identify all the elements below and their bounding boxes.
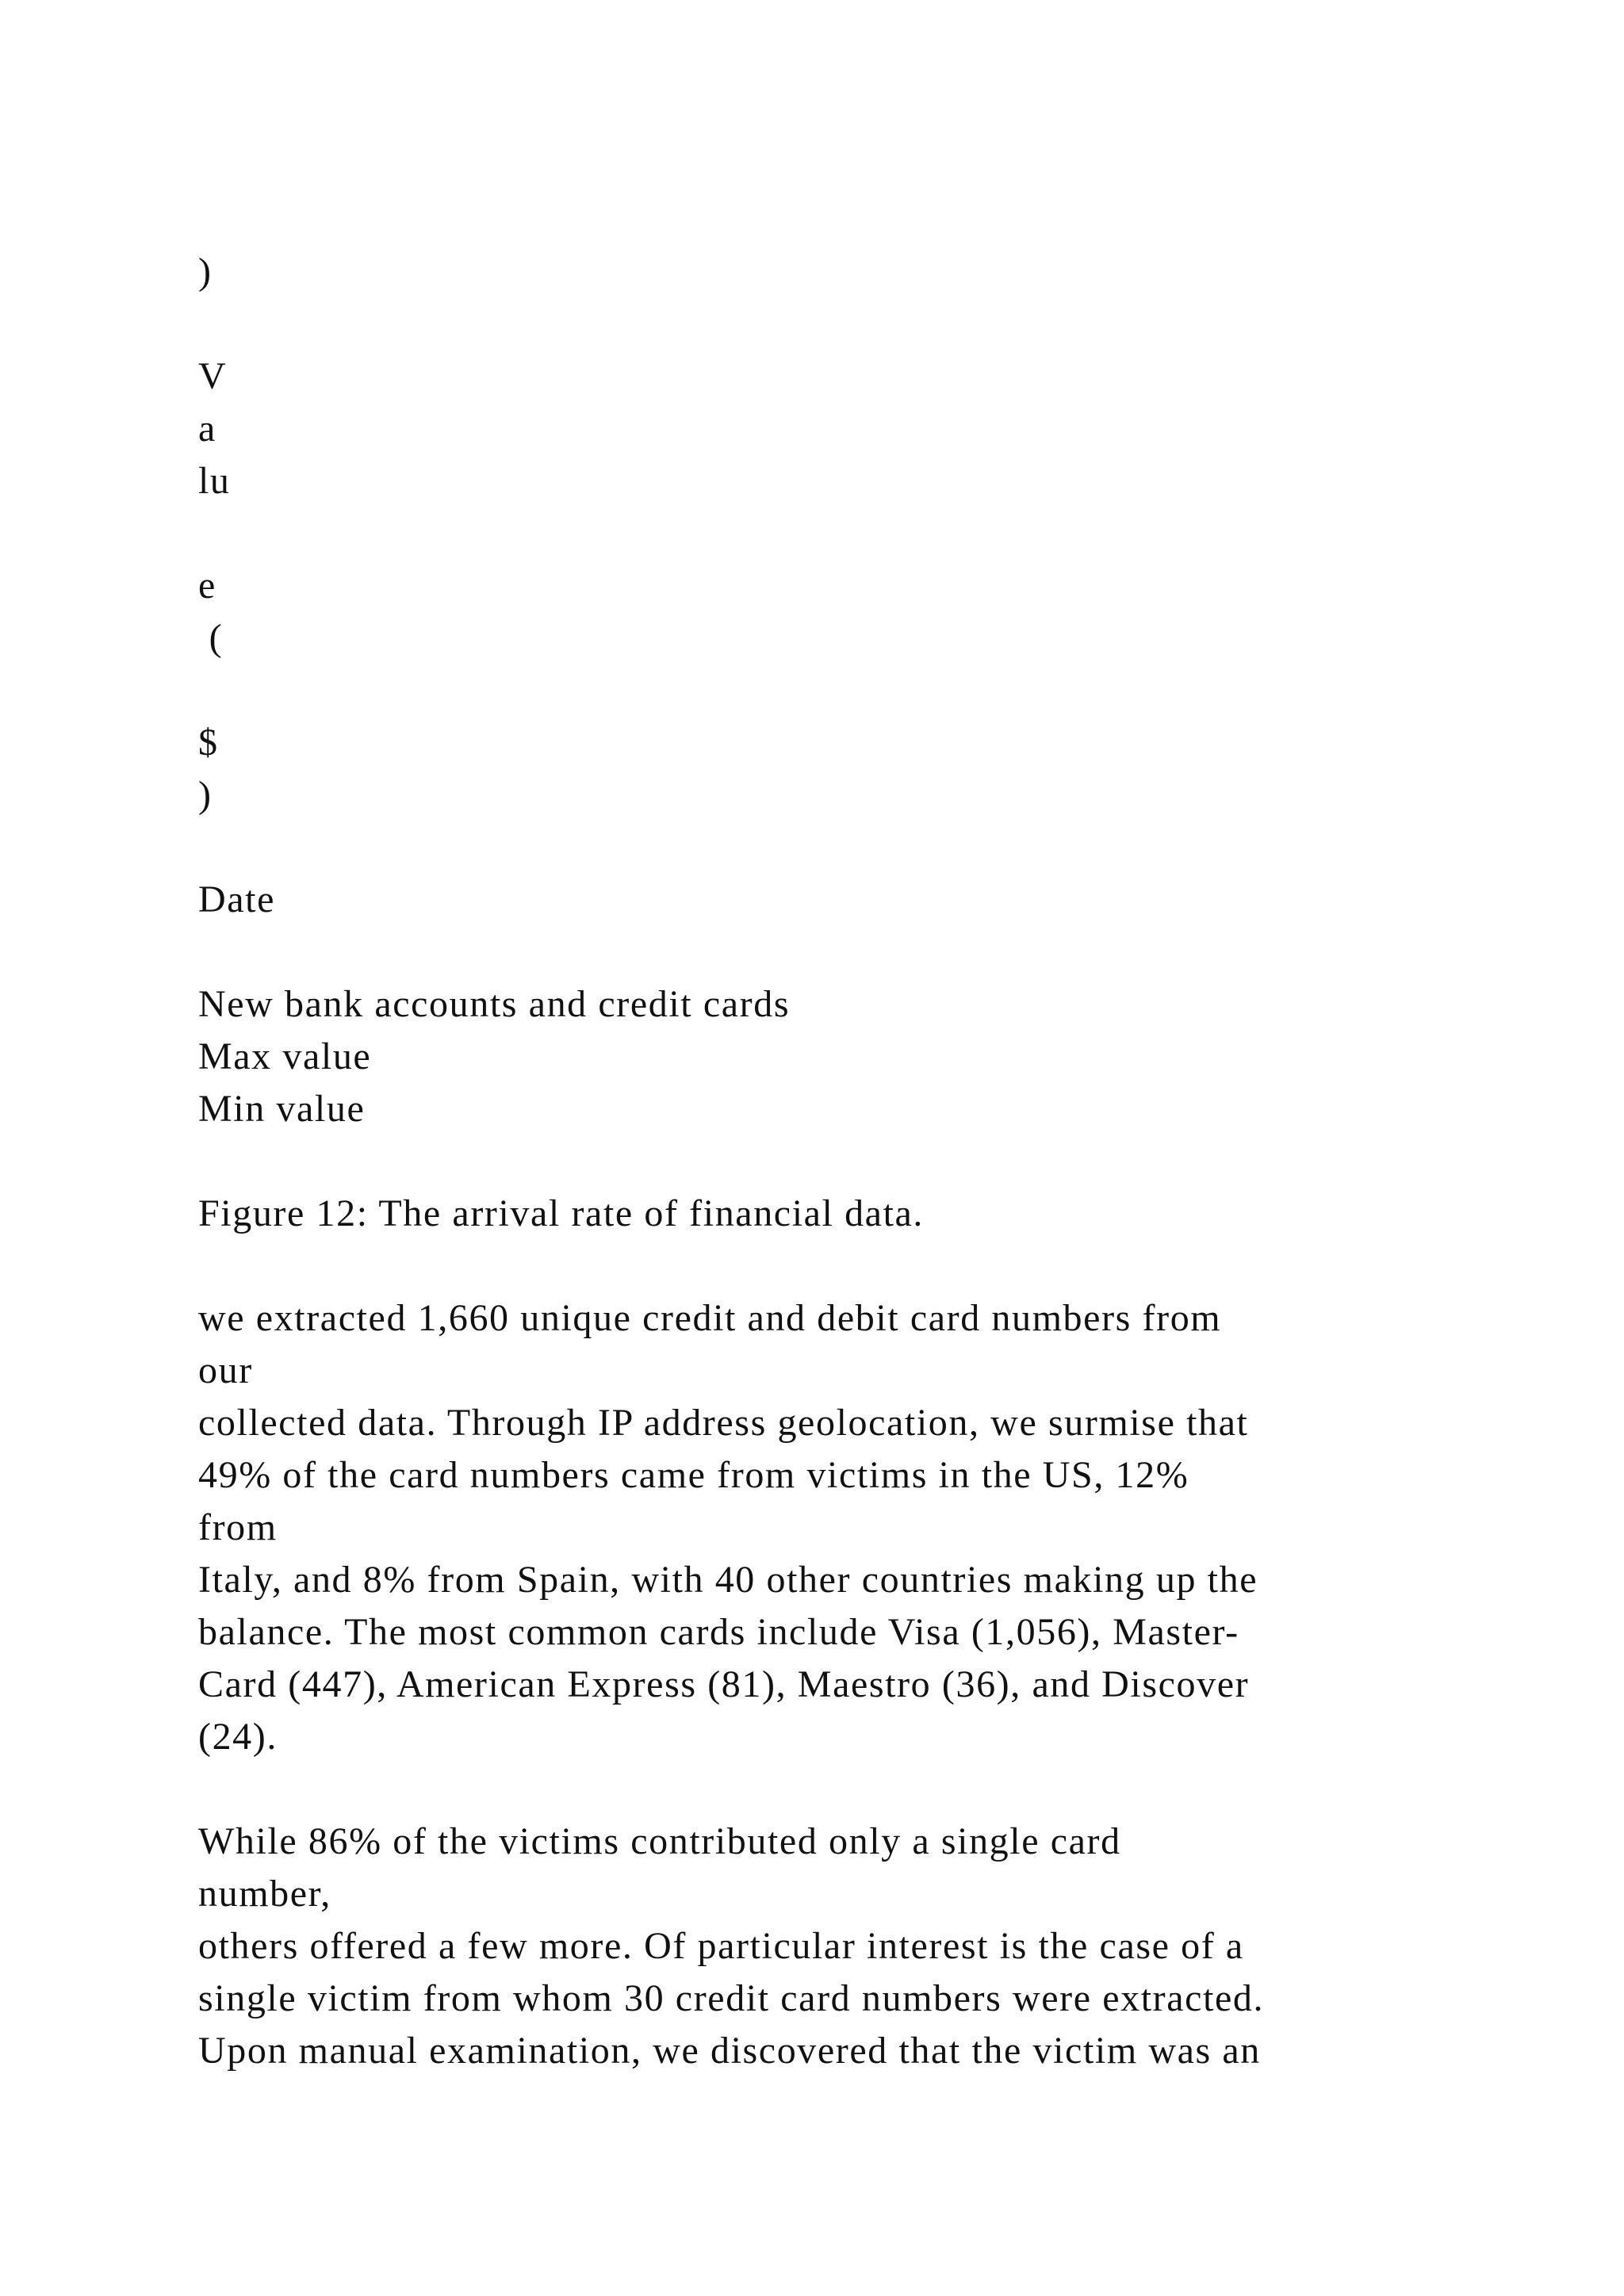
paragraph-line: collected data. Through IP address geolocation, we surmise that <box>198 1402 1249 1444</box>
paragraph-line: (24). <box>198 1716 278 1758</box>
paragraph-line: from <box>198 1506 278 1548</box>
paragraph-line: Upon manual examination, we discovered that the victim was an <box>198 2030 1261 2072</box>
blank-line <box>198 1763 1546 1816</box>
paragraph-line: we extracted 1,660 unique credit and debit card numbers from <box>198 1297 1222 1339</box>
paragraph-line: number, <box>198 1873 331 1915</box>
text-block <box>198 246 1546 2077</box>
blank-line <box>198 1135 1546 1188</box>
blank-line <box>198 926 1546 978</box>
blank-line <box>198 507 1546 560</box>
paragraph-line: balance. The most common cards include Visa (1,056), Master- <box>198 1611 1239 1653</box>
axis-fragment: V <box>198 355 228 397</box>
axis-label-date: Date <box>198 878 276 920</box>
axis-fragment: ) <box>198 251 213 293</box>
legend-item: New bank accounts and credit cards <box>198 983 791 1025</box>
blank-line <box>198 298 1546 350</box>
axis-fragment: $ <box>198 721 219 763</box>
paragraph-line: 49% of the card numbers came from victims in the US, 12% <box>198 1454 1189 1496</box>
axis-fragment: ( <box>198 617 224 659</box>
paragraph-line: single victim from whom 30 credit card numbers were extracted. <box>198 1977 1265 2019</box>
axis-fragment: ) <box>198 774 213 816</box>
legend-item: Min value <box>198 1088 366 1130</box>
axis-fragment: e <box>198 564 216 607</box>
paragraph-line: others offered a few more. Of particular interest is the case of a <box>198 1925 1244 1967</box>
figure-caption: Figure 12: The arrival rate of financial data. <box>198 1192 925 1234</box>
paragraph-line: Card (447), American Express (81), Maestro (36), and Discover <box>198 1663 1250 1705</box>
axis-fragment: lu <box>198 460 231 502</box>
paragraph-line: Italy, and 8% from Spain, with 40 other countries making up the <box>198 1559 1258 1601</box>
axis-fragment: a <box>198 408 216 450</box>
blank-line <box>198 664 1546 717</box>
legend-item: Max value <box>198 1035 372 1077</box>
paragraph-line: While 86% of the victims contributed only a single card <box>198 1820 1121 1862</box>
blank-line <box>198 821 1546 874</box>
paragraph-line: our <box>198 1349 253 1391</box>
blank-line <box>198 1240 1546 1292</box>
